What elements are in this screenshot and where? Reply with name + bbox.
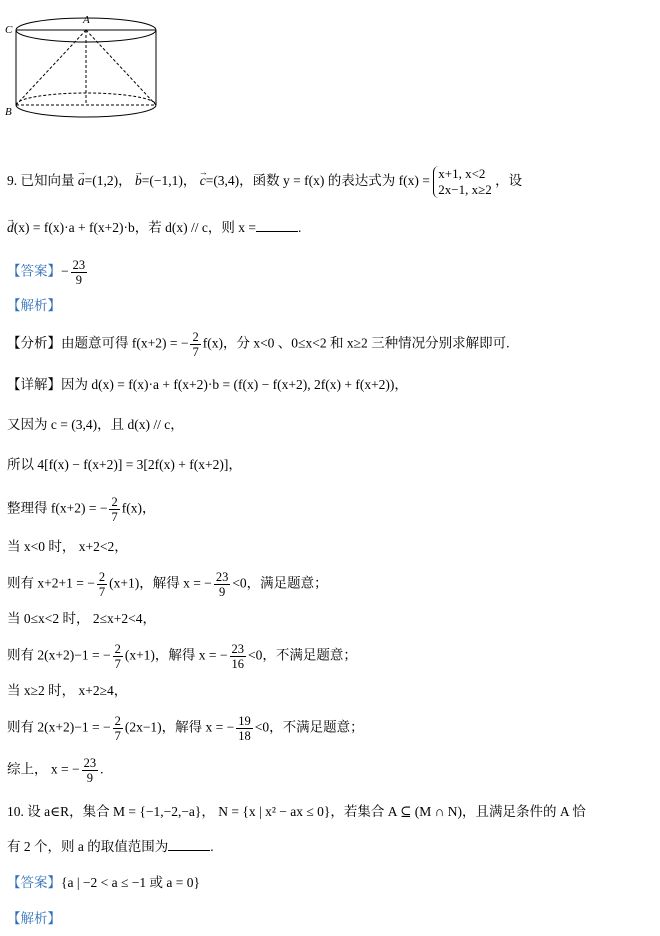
vector-c: → c — [200, 172, 206, 190]
case-a: 当 x<0 时， x+2<2， — [7, 539, 128, 554]
label-B: B — [5, 106, 12, 118]
q9-line1: 9. 已知向量 → a=(1,2)， → b=(−1,1)， → c=(3,4)，函数 y = f(x) 的表达式为 f(x) = x+1, x<2 2x−1, x≥2 ，设 — [7, 166, 654, 198]
label-C: C — [5, 24, 13, 36]
cylinder-cone-figure — [0, 0, 170, 130]
vector-a: → a — [78, 172, 85, 190]
detail-line: 【详解】因为 d(x) = f(x)·a + f(x+2)·b = (f(x) − f(x+2), 2f(x) + f(x+2))， — [7, 377, 408, 392]
q10-line2: 有 2 个，则 a 的取值范围为 . — [7, 839, 214, 854]
case-b: 当 0≤x<2 时， 2≤x+2<4， — [7, 611, 157, 626]
q9-line2: → d(x) = f(x)·a + f(x+2)·b，若 d(x) // c，则 x = . — [7, 219, 654, 237]
case-b-result: 则有 2(x+2)−1 = − $\frac{2}{7}$ (x+1)，解得 x = − $\frac{23}{16}$ <0，不满足题意； — [7, 642, 357, 671]
case-a-result: 则有 x+2+1 = − $\frac{2}{7}$ (x+1)，解得 x = − $\frac{23}{9}$ <0，满足题意； — [7, 570, 328, 599]
vector-b: → b — [135, 172, 142, 190]
answer-blank-10 — [168, 838, 210, 851]
q9-analysis-tag: 【解析】 — [7, 298, 61, 313]
q10-analysis-tag: 【解析】 — [7, 911, 61, 926]
label-A: A — [83, 14, 90, 26]
case-c: 当 x≥2 时， x+2≥4， — [7, 683, 128, 698]
q10-line1: 10. 设 a∈R，集合 M = {−1,−2,−a}， N = {x | x² − ax ≤ 0}，若集合 A ⊆ (M ∩ N)，且满足条件的 A 恰 — [7, 804, 586, 819]
analysis-line: 【分析】由题意可得 f(x+2) = − $\frac{2}{7}$ f(x)，分 x<0 、0≤x<2 和 x≥2 三种情况分别求解即可. — [7, 330, 510, 359]
q9-answer: 【答案】− $\frac{23}{9}$ — [7, 258, 86, 287]
vector-d: → d — [7, 219, 14, 237]
given-c-line: 又因为 c = (3,4)，且 d(x) // c， — [7, 417, 184, 432]
answer9-fraction: $\frac{23}{9}$ — [72, 258, 86, 287]
answer-blank-9 — [256, 219, 298, 232]
piecewise-function: x+1, x<2 2x−1, x≥2 — [433, 166, 491, 198]
simplify-line: 整理得 f(x+2) = − $\frac{2}{7}$ f(x)， — [7, 495, 156, 524]
case-c-result: 则有 2(x+2)−1 = − $\frac{2}{7}$ (2x−1)，解得 x = − $\frac{19}{18}$ <0，不满足题意； — [7, 714, 364, 743]
q10-answer: 【答案】{a | −2 < a ≤ −1 或 a = 0} — [7, 875, 201, 890]
so-line: 所以 4[f(x) − f(x+2)] = 3[2f(x) + f(x+2)]， — [7, 457, 242, 472]
summary-line: 综上， x = − $\frac{23}{9}$ . — [7, 756, 104, 785]
